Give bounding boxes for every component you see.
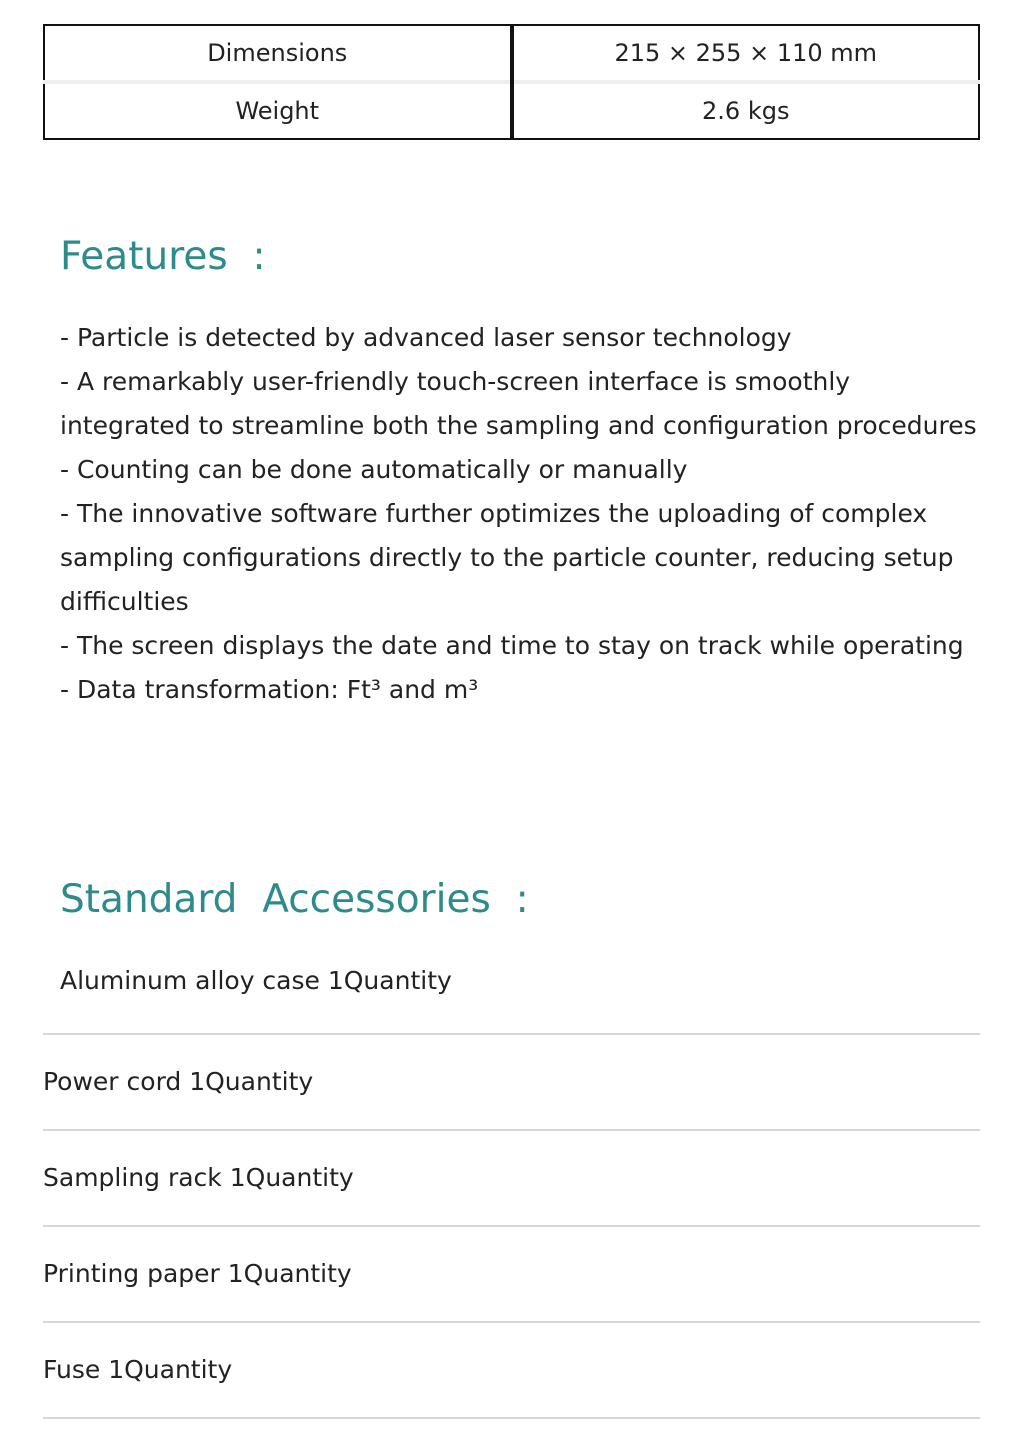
spec-value: 215 × 255 × 110 mm	[512, 25, 980, 82]
accessory-item: Power cord 1Quantity	[43, 1035, 980, 1131]
accessories-heading: Standard Accessories :	[60, 877, 529, 922]
spec-label: Weight	[44, 82, 512, 139]
feature-item: - The innovative software further optimizes the uploading of complex sampling configurations directly to the particle counter, reducing setup difficulties	[60, 499, 954, 616]
spec-row	[44, 25, 979, 82]
spec-row	[44, 82, 979, 139]
features-list	[60, 316, 980, 712]
spec-label: Dimensions	[207, 39, 348, 67]
accessory-item: Aluminum alloy case 1Quantity	[43, 955, 980, 1035]
accessory-item: Printing paper 1Quantity	[43, 1227, 980, 1323]
accessory-item: Sampling rack 1Quantity	[43, 1131, 980, 1227]
features-heading: Features :	[60, 234, 266, 279]
feature-item: - Particle is detected by advanced laser sensor technology	[60, 323, 792, 352]
feature-item: - A remarkably user-friendly touch-screen interface is smoothly integrated to streamline both the sampling and configuration procedures	[60, 367, 977, 440]
feature-item: - Counting can be done automatically or manually	[60, 455, 688, 484]
feature-item: - The screen displays the date and time to stay on track while operating	[60, 631, 964, 660]
spec-value: 2.6 kgs	[512, 82, 980, 139]
accessories-list	[0, 955, 1024, 1419]
feature-item: - Data transformation: Ft³ and m³	[60, 675, 479, 704]
accessory-item: Fuse 1Quantity	[43, 1323, 980, 1419]
spec-table	[43, 24, 980, 140]
